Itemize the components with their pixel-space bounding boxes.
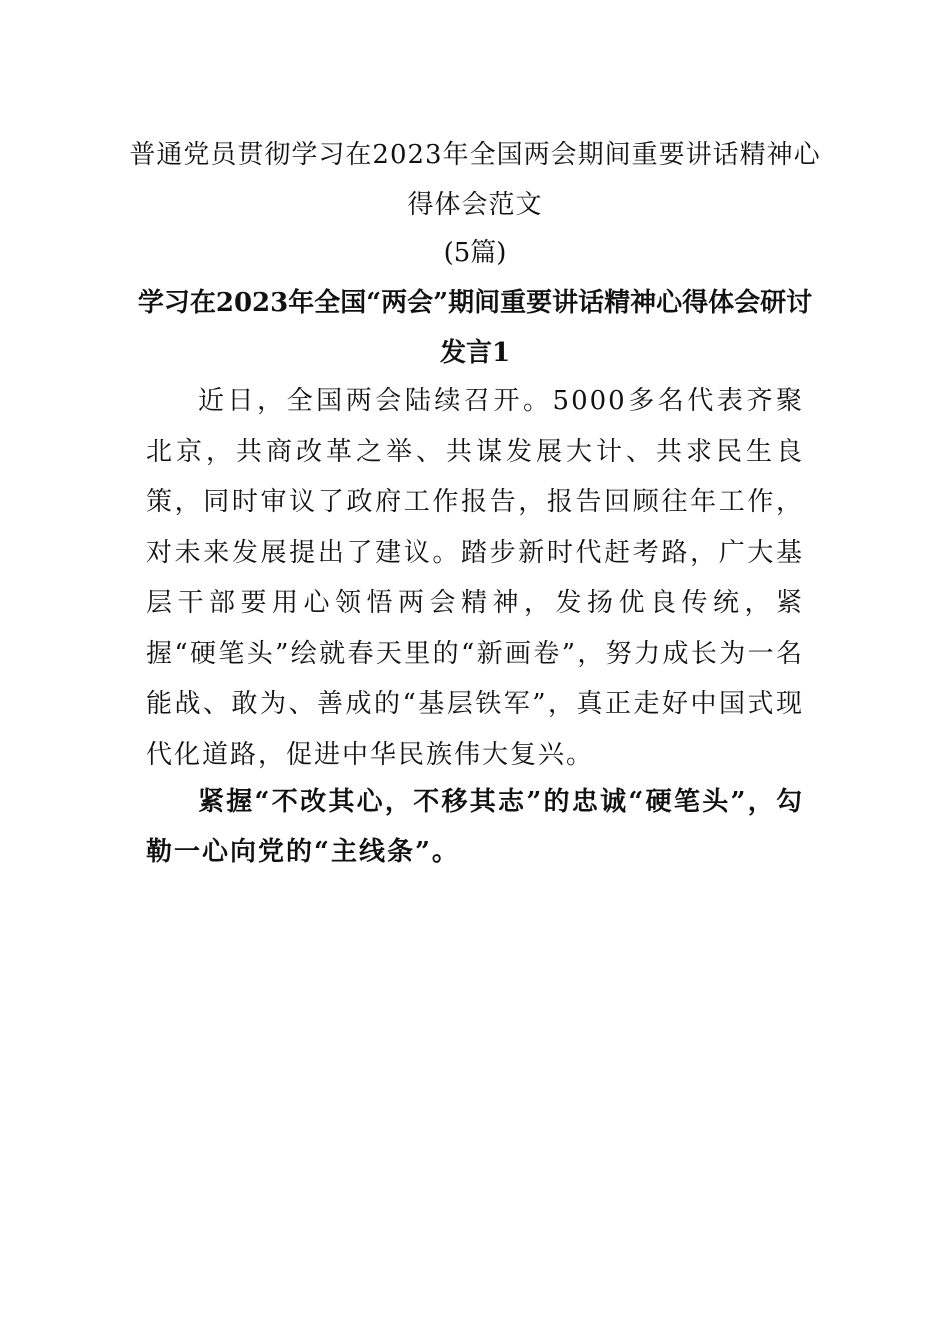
body-paragraph: 近日，全国两会陆续召开。5000多名代表齐聚北京，共商改革之举、共谋发展大计、共求民生良策，同时审议了政府工作报告，报告回顾往年工作，对未来发展提出了建议。踏步新时代赶考路，广大基层干部要用心领悟两会精神，发扬优良传统，紧握“硬笔头”绘就春天里的“新画卷”，努力成长为一名能战、敢为、善成的“基层铁军”，真正走好中国式现代化道路，促进中华民族伟大复兴。 — [146, 386, 804, 770]
document-title: 普通党员贯彻学习在2023年全国两会期间重要讲话精神心得体会范文 — [129, 140, 821, 220]
section-title: 学习在2023年全国“两会”期间重要讲话精神心得体会研讨发言1 — [137, 288, 813, 368]
bold-paragraph: 紧握“不改其心，不移其志”的忠诚“硬笔头”，勾勒一心向党的“主线条”。 — [146, 787, 804, 867]
article-count: (5篇) — [443, 238, 507, 268]
